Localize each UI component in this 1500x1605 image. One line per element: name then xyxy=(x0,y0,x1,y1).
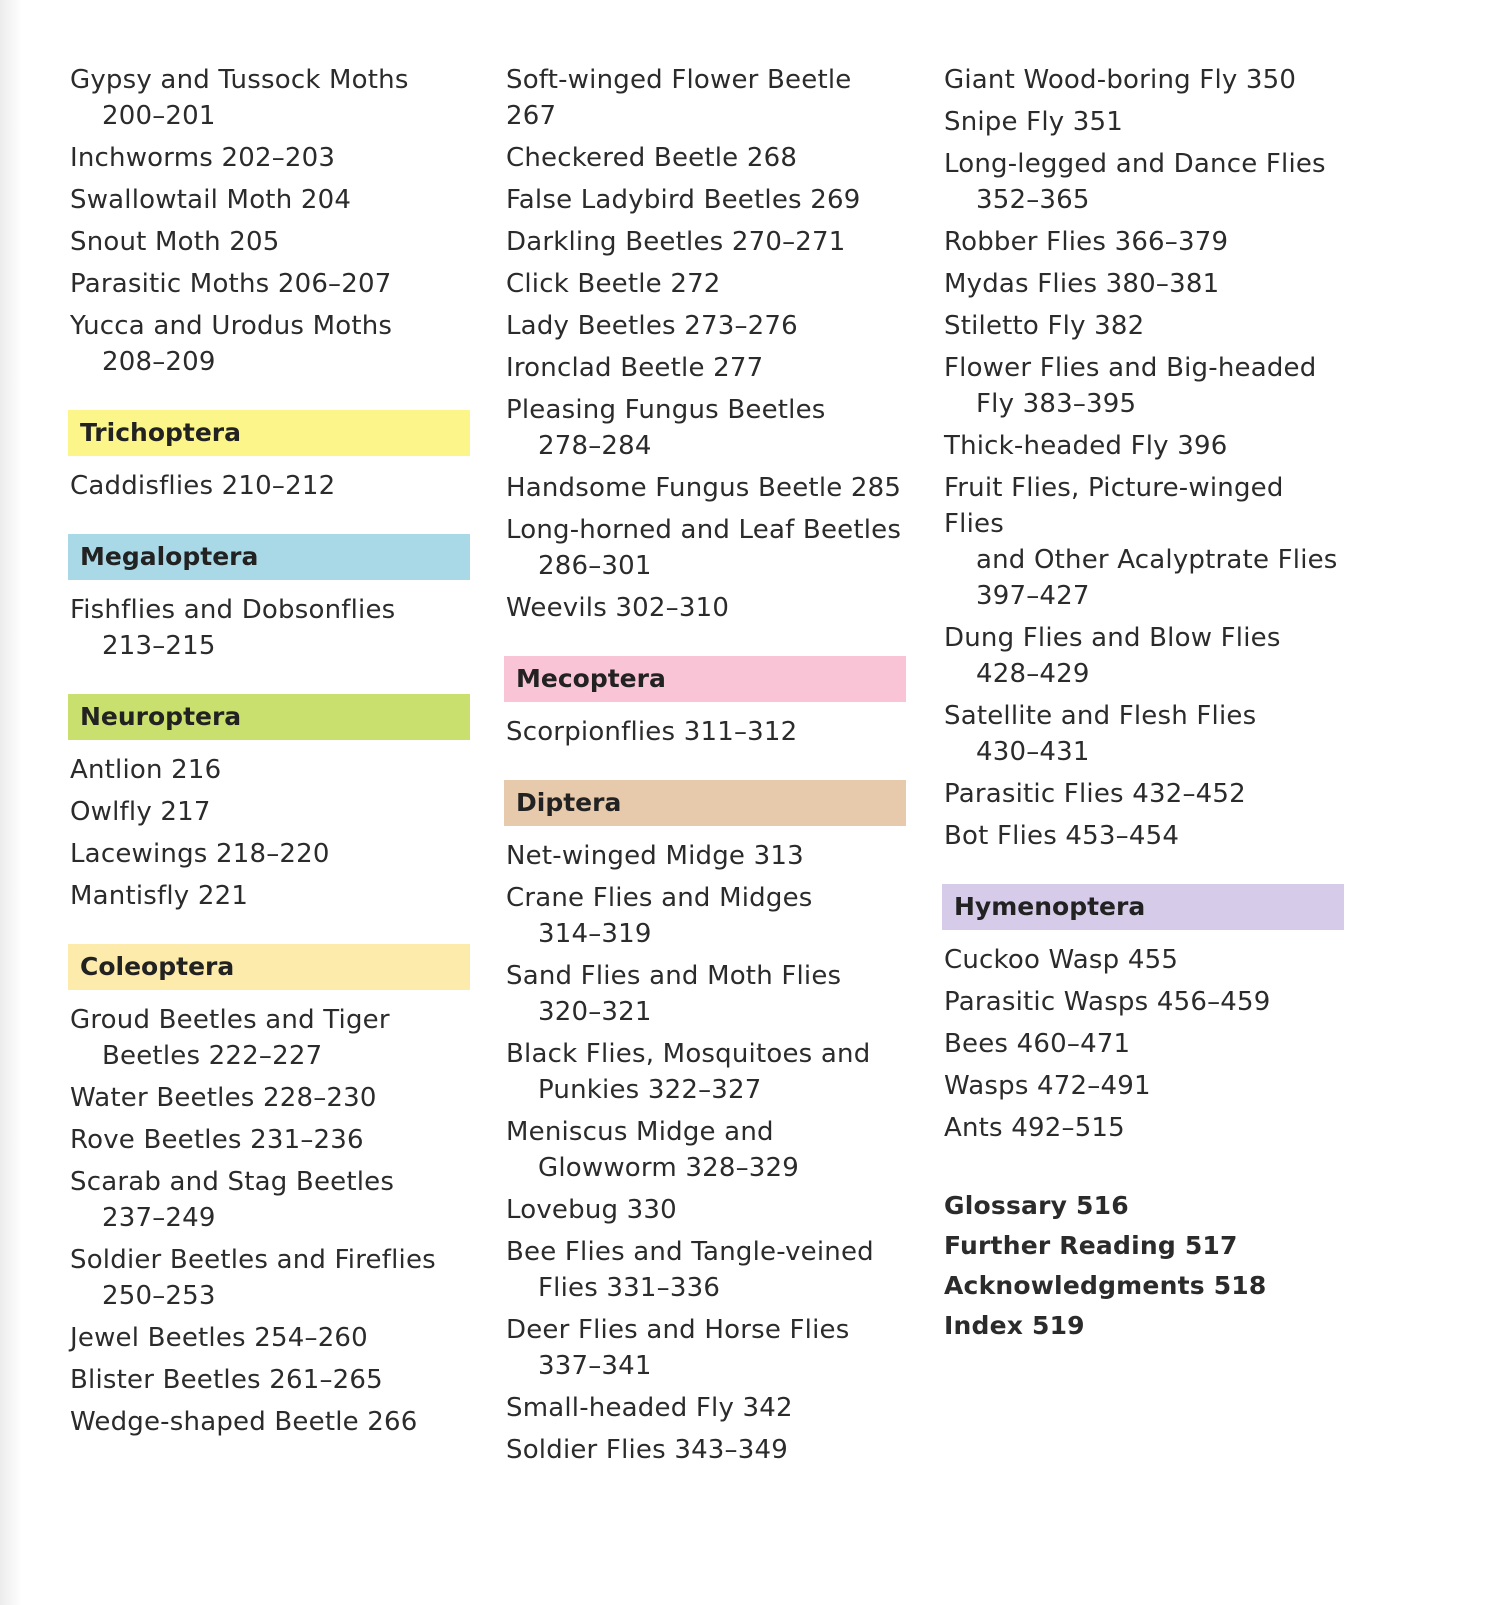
toc-entry-title: Snout Moth 205 xyxy=(70,227,280,257)
section-header-hymenoptera: Hymenoptera xyxy=(942,884,1344,930)
toc-entry xyxy=(944,620,1344,692)
toc-entry xyxy=(944,1026,1344,1062)
page-edge-shadow xyxy=(0,0,22,1605)
toc-entry xyxy=(70,224,470,260)
toc-entry xyxy=(944,1268,1344,1304)
toc-entry-title: Crane Flies and Midges xyxy=(506,883,813,913)
toc-entry-title: Swallowtail Moth 204 xyxy=(70,185,352,215)
toc-entry-title: Gypsy and Tussock Moths xyxy=(70,65,409,95)
toc-entry-title: Parasitic Flies 432–452 xyxy=(944,779,1246,809)
toc-entry-title: Dung Flies and Blow Flies xyxy=(944,623,1281,653)
toc-entry xyxy=(944,776,1344,812)
toc-entry-title: Handsome Fungus Beetle 285 xyxy=(506,473,902,503)
toc-entry xyxy=(70,878,470,914)
toc-entry xyxy=(506,392,906,464)
toc-entry-title: Bee Flies and Tangle-veined xyxy=(506,1237,874,1267)
toc-entry xyxy=(70,1080,470,1116)
toc-entry xyxy=(944,104,1344,140)
toc-entry-title: False Ladybird Beetles 269 xyxy=(506,185,861,215)
toc-entry xyxy=(506,714,906,750)
toc-entry xyxy=(70,1164,470,1236)
toc-entry-title: Soldier Beetles and Fireflies xyxy=(70,1245,436,1275)
toc-entry-title: Rove Beetles 231–236 xyxy=(70,1125,364,1155)
section-header-diptera: Diptera xyxy=(504,780,906,826)
toc-entry-title: Caddisflies 210–212 xyxy=(70,471,336,501)
toc-entry xyxy=(70,794,470,830)
toc-entry-title: Water Beetles 228–230 xyxy=(70,1083,377,1113)
toc-entry-title: Acknowledgments 518 xyxy=(944,1271,1267,1300)
toc-entry-title: Fruit Flies, Picture-winged Flies xyxy=(944,473,1284,539)
toc-entry xyxy=(70,752,470,788)
toc-entry xyxy=(506,350,906,386)
toc-entry-title: Scarab and Stag Beetles xyxy=(70,1167,395,1197)
toc-entry xyxy=(506,266,906,302)
toc-entry-title: Weevils 302–310 xyxy=(506,593,730,623)
toc-entry xyxy=(944,470,1344,614)
toc-entry-title: Owlfly 217 xyxy=(70,797,211,827)
toc-entry-continuation: 213–215 xyxy=(102,631,216,661)
toc-entry-title: Blister Beetles 261–265 xyxy=(70,1365,383,1395)
toc-entry-title: Bot Flies 453–454 xyxy=(944,821,1180,851)
toc-entry-title: Deer Flies and Horse Flies xyxy=(506,1315,850,1345)
toc-entry xyxy=(506,1390,906,1426)
toc-entry-title: Flower Flies and Big-headed xyxy=(944,353,1317,383)
toc-entry-title: Mantisfly 221 xyxy=(70,881,249,911)
toc-entry xyxy=(70,1320,470,1356)
toc-entry xyxy=(70,836,470,872)
toc-entry-title: Wedge-shaped Beetle 266 xyxy=(70,1407,418,1437)
toc-entry-title: Soft-winged Flower Beetle 267 xyxy=(506,65,852,131)
toc-entry-title: Index 519 xyxy=(944,1311,1085,1340)
toc-entry-title: Inchworms 202–203 xyxy=(70,143,336,173)
toc-entry xyxy=(506,308,906,344)
toc-entry xyxy=(944,266,1344,302)
toc-entry-title: Pleasing Fungus Beetles xyxy=(506,395,826,425)
toc-column-3 xyxy=(944,62,1344,1348)
toc-entry-continuation: Beetles 222–227 xyxy=(102,1041,323,1071)
toc-entry-continuation: Punkies 322–327 xyxy=(538,1075,762,1105)
toc-entry-title: Snipe Fly 351 xyxy=(944,107,1124,137)
toc-entry xyxy=(70,62,470,134)
toc-entry xyxy=(70,266,470,302)
toc-entry xyxy=(944,1068,1344,1104)
toc-entry-title: Long-legged and Dance Flies xyxy=(944,149,1326,179)
toc-entry xyxy=(506,1312,906,1384)
toc-entry-title: Satellite and Flesh Flies xyxy=(944,701,1257,731)
section-header-megaloptera: Megaloptera xyxy=(68,534,470,580)
toc-entry-title: Lady Beetles 273–276 xyxy=(506,311,798,341)
toc-entry-title: Thick-headed Fly 396 xyxy=(944,431,1228,461)
toc-entry-title: Lovebug 330 xyxy=(506,1195,677,1225)
toc-entry-title: Sand Flies and Moth Flies xyxy=(506,961,842,991)
toc-entry xyxy=(944,984,1344,1020)
toc-entry xyxy=(70,1002,470,1074)
toc-entry xyxy=(506,1432,906,1468)
toc-entry-continuation: and Other Acalyptrate Flies xyxy=(976,545,1338,575)
toc-entry-title: Stiletto Fly 382 xyxy=(944,311,1145,341)
toc-entry-title: Glossary 516 xyxy=(944,1191,1129,1220)
toc-entry xyxy=(944,1228,1344,1264)
toc-entry-continuation: 208–209 xyxy=(102,347,216,377)
toc-entry xyxy=(70,468,470,504)
toc-entry xyxy=(944,1110,1344,1146)
toc-entry xyxy=(506,958,906,1030)
toc-entry-title: Ants 492–515 xyxy=(944,1113,1125,1143)
toc-entry-title: Lacewings 218–220 xyxy=(70,839,330,869)
toc-entry xyxy=(70,1404,470,1440)
toc-entry-title: Antlion 216 xyxy=(70,755,222,785)
toc-entry xyxy=(506,470,906,506)
toc-entry-continuation: 200–201 xyxy=(102,101,216,131)
toc-entry xyxy=(70,182,470,218)
toc-entry-title: Checkered Beetle 268 xyxy=(506,143,798,173)
toc-entry xyxy=(506,1234,906,1306)
toc-entry-title: Scorpionflies 311–312 xyxy=(506,717,798,747)
toc-entry-continuation: 430–431 xyxy=(976,737,1090,767)
toc-entry xyxy=(944,1188,1344,1224)
toc-entry xyxy=(506,512,906,584)
toc-entry-continuation: Glowworm 328–329 xyxy=(538,1153,799,1183)
toc-entry xyxy=(70,1362,470,1398)
toc-entry-continuation: 428–429 xyxy=(976,659,1090,689)
toc-entry-continuation: 320–321 xyxy=(538,997,652,1027)
toc-entry-continuation: 278–284 xyxy=(538,431,652,461)
toc-entry-title: Further Reading 517 xyxy=(944,1231,1238,1260)
toc-entry-title: Robber Flies 366–379 xyxy=(944,227,1229,257)
toc-entry xyxy=(70,140,470,176)
section-header-trichoptera: Trichoptera xyxy=(68,410,470,456)
toc-entry-title: Parasitic Moths 206–207 xyxy=(70,269,392,299)
toc-entry xyxy=(944,698,1344,770)
toc-entry-title: Cuckoo Wasp 455 xyxy=(944,945,1179,975)
toc-entry xyxy=(506,1114,906,1186)
toc-entry-continuation: Flies 331–336 xyxy=(538,1273,721,1303)
toc-entry xyxy=(944,308,1344,344)
toc-entry xyxy=(506,1036,906,1108)
toc-entry xyxy=(506,182,906,218)
toc-entry-title: Soldier Flies 343–349 xyxy=(506,1435,788,1465)
toc-entry-title: Giant Wood-boring Fly 350 xyxy=(944,65,1297,95)
toc-entry-title: Darkling Beetles 270–271 xyxy=(506,227,846,257)
toc-entry xyxy=(944,350,1344,422)
toc-entry-title: Groud Beetles and Tiger xyxy=(70,1005,390,1035)
toc-entry-title: Wasps 472–491 xyxy=(944,1071,1151,1101)
toc-entry xyxy=(944,1308,1344,1344)
toc-entry xyxy=(506,590,906,626)
toc-entry xyxy=(944,62,1344,98)
toc-entry xyxy=(506,838,906,874)
toc-entry xyxy=(506,62,906,134)
section-header-neuroptera: Neuroptera xyxy=(68,694,470,740)
toc-entry-continuation: 397–427 xyxy=(976,581,1090,611)
toc-entry xyxy=(944,146,1344,218)
toc-entry-title: Fishflies and Dobsonflies xyxy=(70,595,396,625)
toc-entry-title: Small-headed Fly 342 xyxy=(506,1393,793,1423)
toc-entry xyxy=(70,1122,470,1158)
toc-entry xyxy=(944,428,1344,464)
toc-entry-title: Click Beetle 272 xyxy=(506,269,721,299)
toc-entry xyxy=(944,942,1344,978)
toc-entry-title: Ironclad Beetle 277 xyxy=(506,353,764,383)
toc-entry xyxy=(506,224,906,260)
toc-entry xyxy=(70,1242,470,1314)
toc-entry-continuation: 237–249 xyxy=(102,1203,216,1233)
toc-entry-continuation: 337–341 xyxy=(538,1351,652,1381)
toc-entry-title: Mydas Flies 380–381 xyxy=(944,269,1220,299)
toc-entry-title: Meniscus Midge and xyxy=(506,1117,774,1147)
toc-entry-continuation: 352–365 xyxy=(976,185,1090,215)
section-header-mecoptera: Mecoptera xyxy=(504,656,906,702)
toc-entry xyxy=(506,1192,906,1228)
toc-entry-continuation: Fly 383–395 xyxy=(976,389,1137,419)
toc-entry-title: Net-winged Midge 313 xyxy=(506,841,804,871)
toc-entry-continuation: 314–319 xyxy=(538,919,652,949)
toc-entry-title: Bees 460–471 xyxy=(944,1029,1131,1059)
toc-entry-title: Parasitic Wasps 456–459 xyxy=(944,987,1271,1017)
toc-entry xyxy=(70,308,470,380)
toc-entry-continuation: 286–301 xyxy=(538,551,652,581)
toc-entry xyxy=(70,592,470,664)
toc-entry xyxy=(506,880,906,952)
toc-entry xyxy=(944,224,1344,260)
toc-column-2 xyxy=(506,62,906,1474)
toc-entry-title: Black Flies, Mosquitoes and xyxy=(506,1039,871,1069)
spacer xyxy=(944,1152,1344,1188)
toc-entry xyxy=(944,818,1344,854)
toc-entry-title: Jewel Beetles 254–260 xyxy=(70,1323,368,1353)
toc-entry xyxy=(506,140,906,176)
toc-column-1 xyxy=(70,62,470,1446)
toc-entry-title: Long-horned and Leaf Beetles xyxy=(506,515,902,545)
section-header-coleoptera: Coleoptera xyxy=(68,944,470,990)
toc-entry-title: Yucca and Urodus Moths xyxy=(70,311,393,341)
toc-entry-continuation: 250–253 xyxy=(102,1281,216,1311)
